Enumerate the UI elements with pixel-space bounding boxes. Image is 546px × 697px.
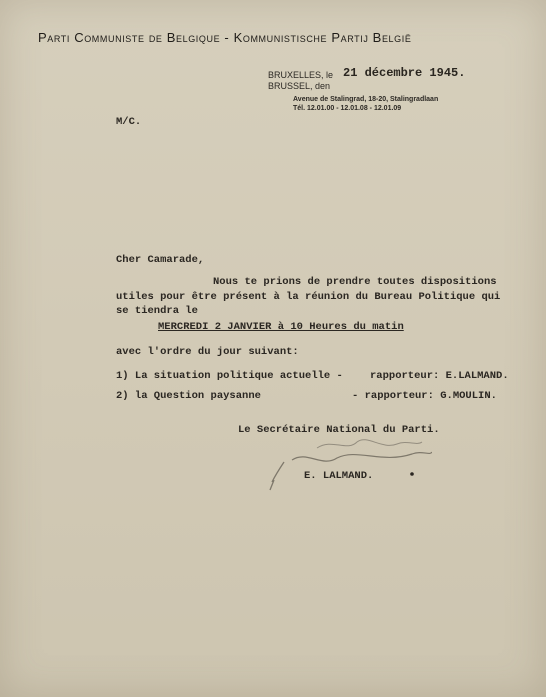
body-line-3: se tiendra le <box>116 305 198 317</box>
reference: M/C. <box>116 116 142 128</box>
agenda-item-2: 2) la Question paysanne <box>116 390 261 402</box>
signatory-name: E. LALMAND. <box>304 470 374 482</box>
letter-date: 21 décembre 1945. <box>343 66 466 80</box>
letterhead: Parti Communiste de Belgique - Kommunistische Partij België <box>38 30 412 45</box>
city-block <box>268 70 333 92</box>
agenda-item-1: 1) La situation politique actuelle - <box>116 370 343 382</box>
city-french: BRUXELLES, le <box>268 70 334 80</box>
meeting-date: MERCREDI 2 JANVIER à 10 Heures du matin <box>158 321 404 333</box>
city-dutch: BRUSSEL, den <box>268 81 331 91</box>
address-block <box>293 95 438 113</box>
handwritten-signature <box>262 430 432 500</box>
agenda-rapporteur-1: rapporteur: E.LALMAND. <box>370 370 509 382</box>
phone-line: Tél. 12.01.00 - 12.01.08 - 12.01.09 <box>293 105 402 112</box>
body-line-1: Nous te prions de prendre toutes dispositions <box>213 276 497 288</box>
signatory-title: Le Secrétaire National du Parti. <box>238 424 440 436</box>
agenda-intro: avec l'ordre du jour suivant: <box>116 346 299 358</box>
salutation: Cher Camarade, <box>116 254 205 266</box>
agenda-rapporteur-2: - rapporteur: G.MOULIN. <box>352 390 497 402</box>
address-line: Avenue de Stalingrad, 18-20, Stalingradlaan <box>293 96 439 103</box>
body-line-2: utiles pour être présent à la réunion du Bureau Politique qui <box>116 291 501 303</box>
